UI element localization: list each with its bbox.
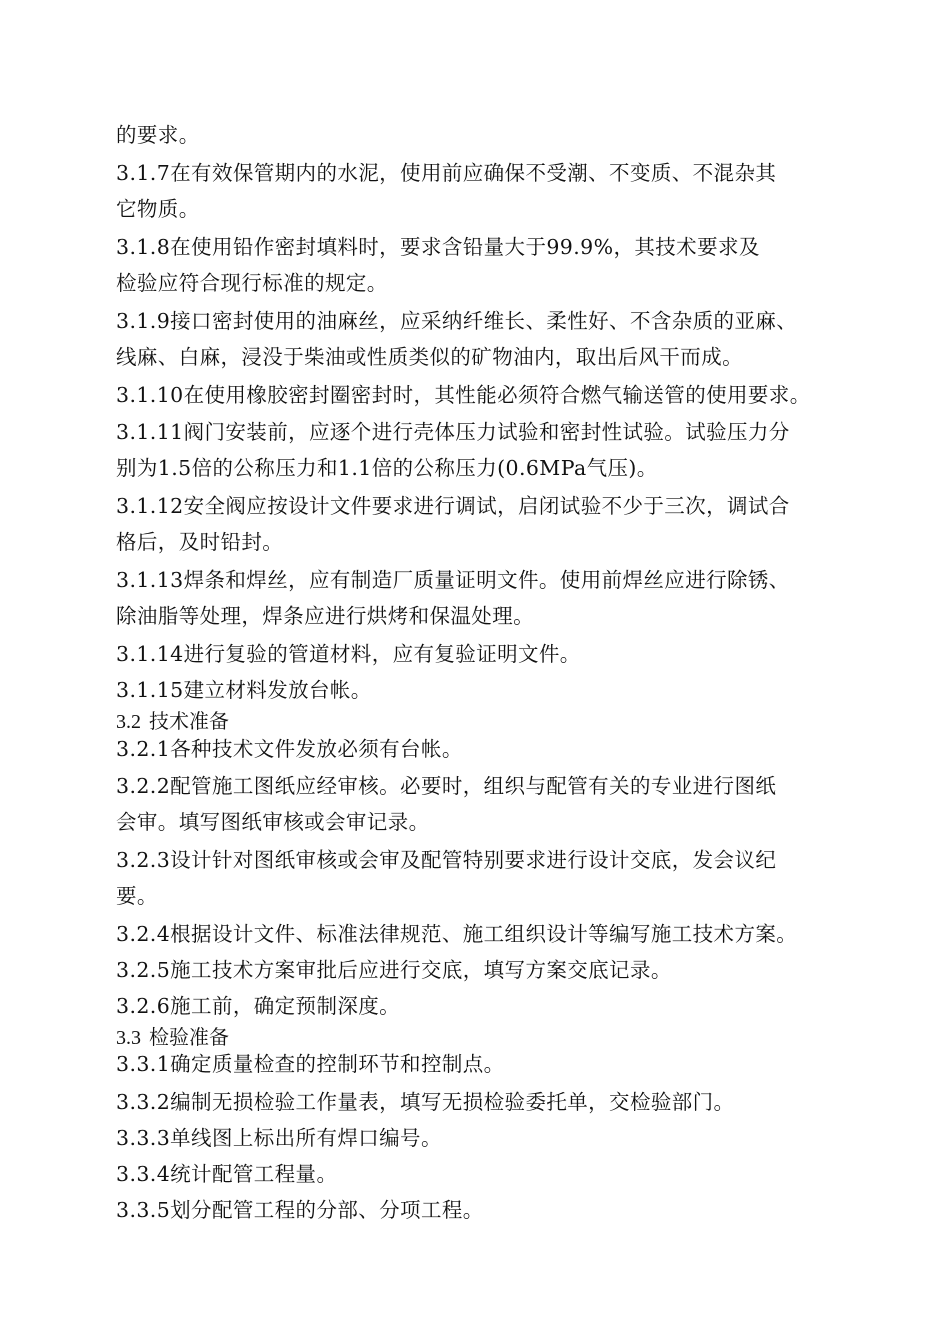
text-line: 线麻、白麻，浸没于柴油或性质类似的矿物油内，取出后风干而成。 [116, 345, 743, 369]
section-number: 3.3 [116, 1027, 141, 1049]
text-line: 3.1.13焊条和焊丝，应有制造厂质量证明文件。使用前焊丝应进行除锈、 [116, 568, 790, 592]
text-line: 3.3.2编制无损检验工作量表，填写无损检验委托单，交检验部门。 [116, 1090, 735, 1114]
text-line: 它物质。 [116, 197, 200, 221]
text-line: 格后，及时铅封。 [116, 530, 284, 554]
section-title: 检验准备 [149, 1027, 229, 1049]
text-line: 3.2.3设计针对图纸审核或会审及配管特别要求进行设计交底，发会议纪 [116, 848, 777, 872]
text-line: 3.1.11阀门安装前，应逐个进行壳体压力试验和密封性试验。试验压力分 [116, 420, 790, 444]
section-number: 3.2 [116, 711, 141, 733]
text-line: 3.2.1各种技术文件发放必须有台帐。 [116, 737, 463, 761]
text-line: 3.2.4根据设计文件、标准法律规范、施工组织设计等编写施工技术方案。 [116, 922, 798, 946]
text-line: 3.1.9接口密封使用的油麻丝，应采纳纤维长、柔性好、不含杂质的亚麻、 [116, 309, 798, 333]
text-line: 3.1.10在使用橡胶密封圈密封时，其性能必须符合燃气输送管的使用要求。 [116, 383, 811, 407]
text-line: 3.3.4统计配管工程量。 [116, 1162, 338, 1186]
text-line: 3.3.3单线图上标出所有焊口编号。 [116, 1126, 442, 1150]
text-line: 3.2.5施工技术方案审批后应进行交底，填写方案交底记录。 [116, 958, 672, 982]
section-title: 技术准备 [149, 711, 229, 733]
text-line: 别为1.5倍的公称压力和1.1倍的公称压力(0.6MPa气压)。 [116, 456, 658, 480]
text-line: 3.2.6施工前，确定预制深度。 [116, 994, 401, 1018]
text-line: 3.1.8在使用铅作密封填料时，要求含铅量大于99.9%，其技术要求及 [116, 235, 760, 259]
text-line: 除油脂等处理，焊条应进行烘烤和保温处理。 [116, 604, 534, 628]
text-line: 3.1.15建立材料发放台帐。 [116, 678, 372, 702]
text-line: 3.1.12安全阀应按设计文件要求进行调试，启闭试验不少于三次，调试合 [116, 494, 790, 518]
text-line: 会审。填写图纸审核或会审记录。 [116, 810, 430, 834]
section-heading [116, 708, 846, 736]
section-heading [116, 1024, 846, 1052]
text-line: 3.1.7在有效保管期内的水泥，使用前应确保不受潮、不变质、不混杂其 [116, 161, 777, 185]
text-line: 的要求。 [116, 123, 200, 147]
text-line: 3.3.1确定质量检查的控制环节和控制点。 [116, 1052, 505, 1076]
text-line: 检验应符合现行标准的规定。 [116, 271, 388, 295]
text-line: 要。 [116, 884, 158, 908]
text-line: 3.1.14进行复验的管道材料，应有复验证明文件。 [116, 642, 581, 666]
text-line: 3.3.5划分配管工程的分部、分项工程。 [116, 1198, 484, 1222]
text-line: 3.2.2配管施工图纸应经审核。必要时，组织与配管有关的专业进行图纸 [116, 774, 777, 798]
